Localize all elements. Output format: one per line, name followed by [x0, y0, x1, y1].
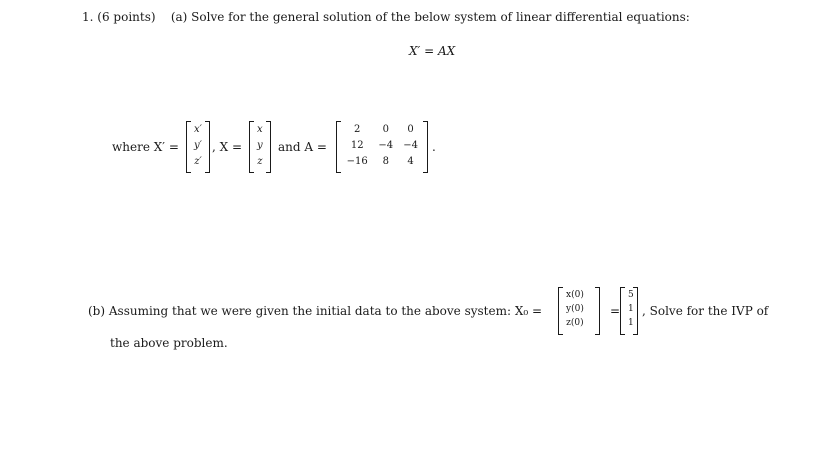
x-vector — [249, 121, 271, 173]
vector-entry: y — [257, 140, 263, 151]
part-b-text: Assuming that we were given the initial data to the above system: X₀ = — [108, 304, 543, 318]
initial-values-vector — [620, 287, 638, 335]
where-text: where X′ = — [112, 140, 179, 154]
matrix-entry: 0 — [382, 124, 389, 135]
x-label: , X = — [212, 140, 243, 154]
part-b-continuation: the above problem. — [110, 336, 228, 350]
vector-entry: 1 — [628, 318, 634, 328]
matrix-entry: 4 — [407, 156, 414, 167]
part-b-label: (b) — [88, 304, 106, 318]
x-prime-vector — [186, 121, 210, 173]
vector-entry: y′ — [194, 140, 202, 151]
initial-condition-vector — [558, 287, 600, 335]
part-b-line — [88, 304, 542, 318]
problem-header — [82, 10, 690, 24]
equals-sign: = — [610, 304, 621, 318]
display-equation: X′ = AX — [409, 44, 456, 58]
matrix-entry: 8 — [382, 156, 389, 167]
vector-entry: y(0) — [566, 304, 584, 314]
matrix-entry: 2 — [354, 124, 361, 135]
vector-entry: z′ — [194, 156, 202, 167]
vector-entry: x′ — [194, 124, 202, 135]
problem-number: 1. — [82, 10, 94, 24]
vector-entry: x — [257, 124, 263, 135]
vector-entry: x(0) — [566, 290, 584, 300]
matrix-entry: −4 — [378, 140, 394, 151]
matrix-a — [336, 121, 428, 173]
matrix-entry: −16 — [346, 156, 368, 167]
matrix-entry: 12 — [350, 140, 364, 151]
vector-entry: z — [257, 156, 263, 167]
problem-points: (6 points) — [97, 10, 156, 24]
matrix-entry: 0 — [407, 124, 414, 135]
matrix-period: . — [432, 140, 436, 154]
vector-entry: 5 — [628, 290, 634, 300]
matrix-entry: −4 — [403, 140, 418, 151]
part-a-text: Solve for the general solution of the below system of linear differential equations: — [191, 10, 690, 24]
vector-entry: 1 — [628, 304, 634, 314]
and-a-text: and A = — [278, 140, 327, 154]
vector-entry: z(0) — [566, 318, 584, 328]
part-a-label: (a) — [170, 10, 188, 24]
part-b-tail: , Solve for the IVP of — [642, 304, 769, 318]
